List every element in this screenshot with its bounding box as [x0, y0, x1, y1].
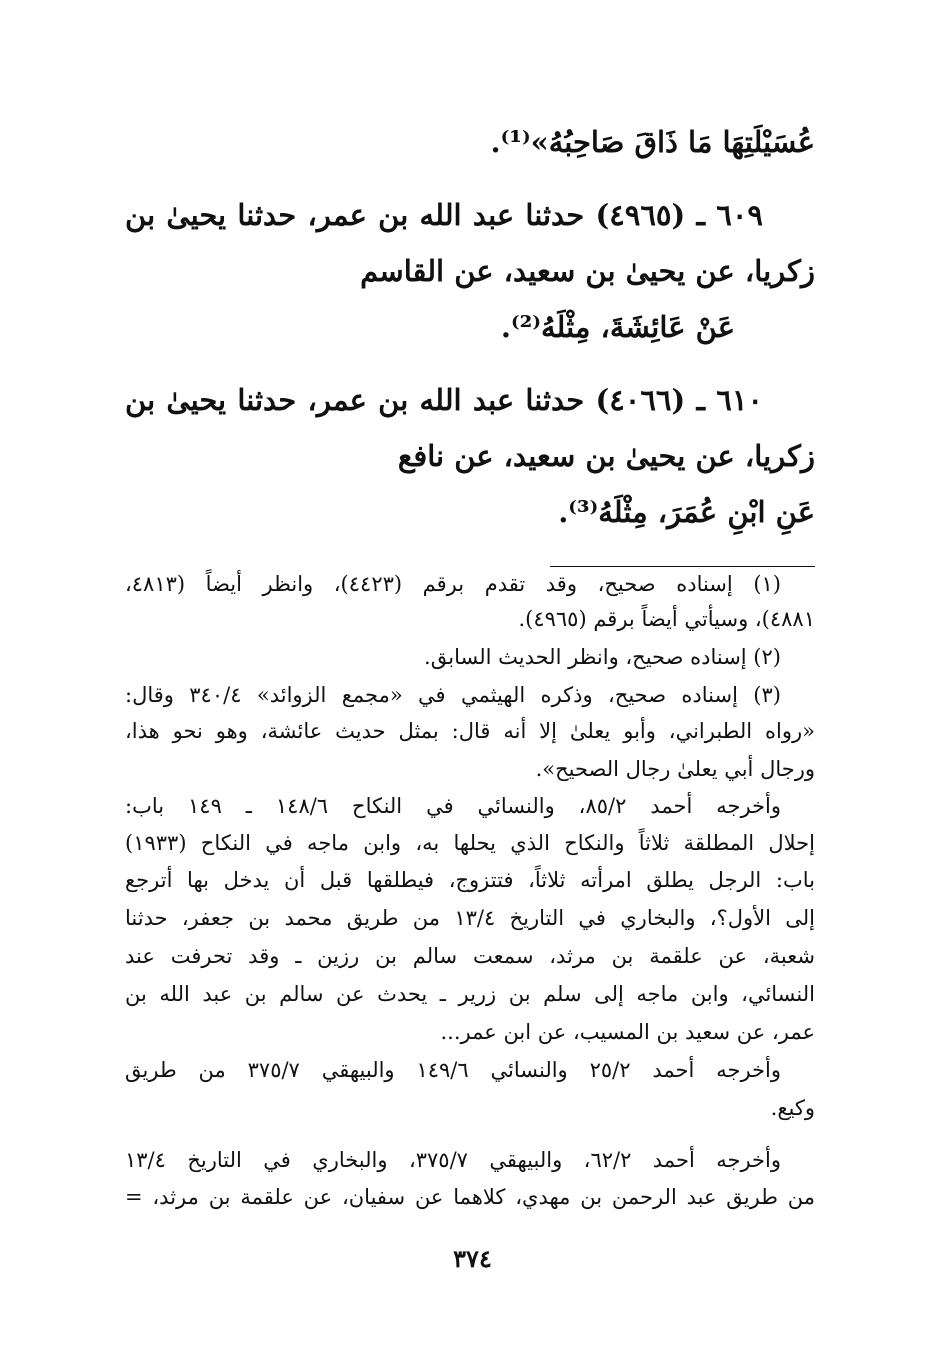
footnote-3-line-8: شعبة، عن علقمة بن مرثد، سمعت سالم بن رزين ـ وقد تحرفت عند [125, 944, 815, 968]
hadith-609-line-1: ٦٠٩ ـ (٤٩٦٥) حدثنا عبد الله بن عمر، حدثنا يحيىٰ بن [125, 198, 763, 232]
footnote-3-line-4: وأخرجه أحمد ٨٥/٢، والنسائي في النكاح ١٤٨/٦ ـ ١٤٩ باب: [125, 794, 781, 818]
hadith-609-line-3: عَنْ عَائِشَةَ، مِثْلَهُ⁽²⁾. [500, 310, 735, 344]
footnote-3-line-9: النسائي، وابن ماجه إلى سلم بن زرير ـ يحدث عن سالم بن عبد الله بن [125, 982, 815, 1006]
footnote-1-line-1: (١) إسناده صحيح، وقد تقدم برقم (٤٤٢٣)، وانظر أيضاً (٤٨١٣، [125, 572, 781, 596]
footnote-separator [550, 566, 815, 567]
footnote-2-line-1: (٢) إسناده صحيح، وانظر الحديث السابق. [424, 645, 781, 669]
hadith-609-line-2: زكريا، عن يحيىٰ بن سعيد، عن القاسم [360, 254, 815, 288]
footnote-3-line-6: باب: الرجل يطلق امرأته ثلاثاً، فتتزوج، فيطلقها قبل أن يدخل بها أترجع [125, 868, 815, 892]
hadith-610-line-1: ٦١٠ ـ (٤٠٦٦) حدثنا عبد الله بن عمر، حدثنا يحيىٰ بن [125, 383, 763, 417]
footnote-3-line-3: ورجال أبي يعلىٰ رجال الصحيح». [535, 757, 815, 781]
footnote-3-line-11: وأخرجه أحمد ٢٥/٢ والنسائي ١٤٩/٦ والبيهقي ٣٧٥/٧ من طريق [125, 1058, 781, 1082]
main-text-line: عُسَيْلَتِهَا مَا ذَاقَ صَاحِبُهُ»⁽¹⁾. [490, 125, 815, 159]
hadith-610-line-2: زكريا، عن يحيىٰ بن سعيد، عن نافع [397, 439, 815, 473]
footnote-3-line-10: عمر، عن سعيد بن المسيب، عن ابن عمر... [440, 1020, 815, 1044]
footnote-3-line-2: «رواه الطبراني، وأبو يعلىٰ إلا أنه قال: بمثل حديث عائشة، وهو نحو هذا، [125, 719, 815, 743]
page-number: ٣٧٤ [453, 1244, 492, 1273]
footnote-3-line-1: (٣) إسناده صحيح، وذكره الهيثمي في «مجمع الزوائد» ٣٤٠/٤ وقال: [125, 683, 781, 707]
footnote-3-line-12: وكيع. [770, 1096, 815, 1120]
footnote-3-line-5: إحلال المطلقة ثلاثاً والنكاح الذي يحلها به، وابن ماجه في النكاح (١٩٣٣) [125, 831, 815, 855]
hadith-610-line-3: عَنِ ابْنِ عُمَرَ، مِثْلَهُ⁽³⁾. [558, 495, 815, 529]
footnote-1-line-2: ٤٨٨١)، وسيأتي أيضاً برقم (٤٩٦٥). [518, 607, 815, 631]
footnote-3-line-13: وأخرجه أحمد ٦٢/٢، والبيهقي ٣٧٥/٧، والبخاري في التاريخ ١٣/٤ [125, 1148, 781, 1172]
footnote-3-line-14: من طريق عبد الرحمن بن مهدي، كلاهما عن سفيان، عن علقمة بن مرثد، = [125, 1185, 815, 1209]
footnote-3-line-7: إلى الأول؟، والبخاري في التاريخ ١٣/٤ من طريق محمد بن جعفر، حدثنا [125, 906, 816, 930]
